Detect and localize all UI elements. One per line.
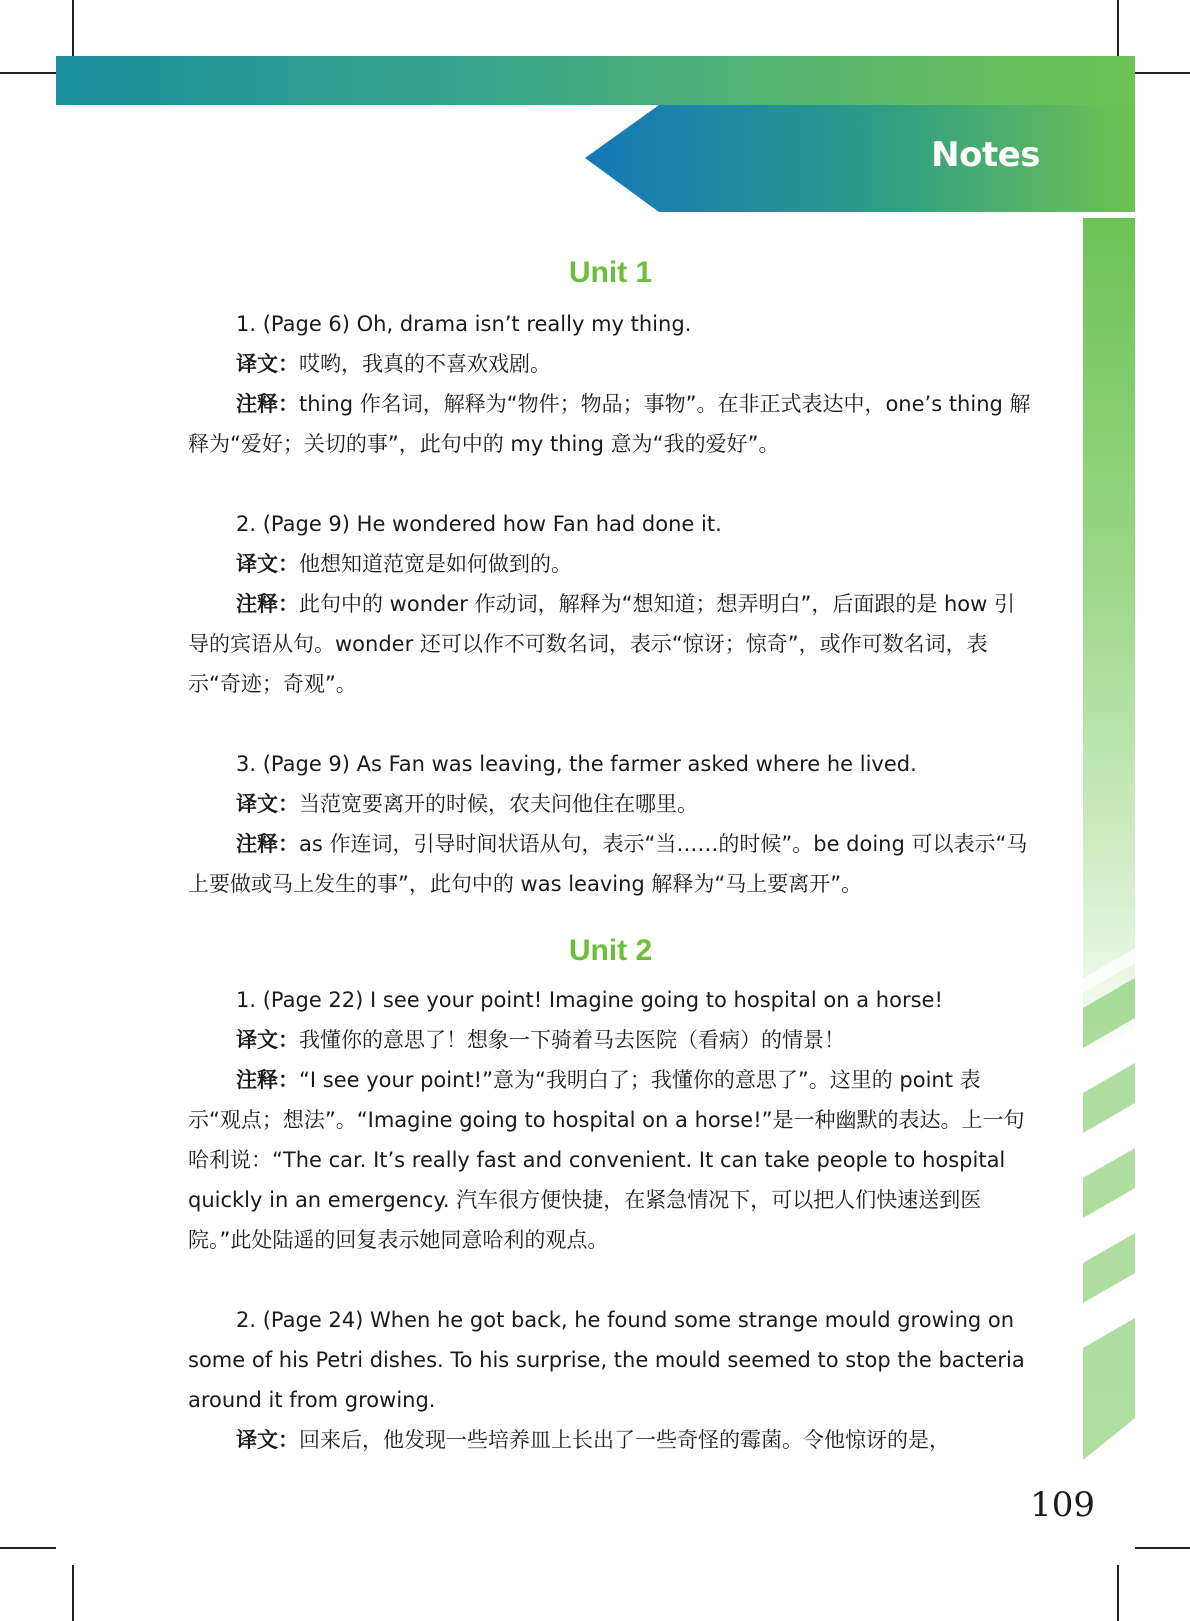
unit-heading: Unit 1 — [568, 256, 653, 289]
note-text: “I see your point!”意为“我明白了；我懂你的意思了”。这里的 point 表示“观点；想法”。“Imagine going to hospital on a horse!”是一种幽默的表达。上一句哈利说：“The car. It’s really fast and convenient. It can take people to hospital quickly in an emergency. 汽车很方便快捷，在紧急情况下，可以把人们快速送到医院。”此处陆遥的回复表示她同意哈利的观点。 — [188, 1068, 1025, 1252]
crop-mark-bottom-right-h — [1135, 1547, 1190, 1549]
crop-mark-top-left-v — [72, 0, 74, 56]
note-sentence: 1. (Page 6) Oh, drama isn’t really my thing. — [236, 312, 692, 336]
note-label: 注释： — [236, 832, 299, 856]
note-sentence: 1. (Page 22) I see your point! Imagine going to hospital on a horse! — [236, 988, 943, 1012]
note-translation — [188, 344, 1033, 384]
crop-mark-bottom-left-h — [0, 1547, 56, 1549]
translation-label: 译文： — [236, 552, 299, 576]
note-translation — [188, 1020, 1033, 1060]
notes-content — [188, 250, 1033, 1460]
translation-label: 译文： — [236, 792, 299, 816]
note-explanation — [188, 824, 1033, 904]
note-explanation — [188, 1060, 1033, 1260]
header-band — [56, 56, 1135, 105]
note-text: as 作连词，引导时间状语从句，表示“当……的时候”。be doing 可以表示“马上要做或马上发生的事”，此句中的 was leaving 解释为“马上要离开”。 — [188, 832, 1028, 896]
banner-arrow-shape — [585, 105, 1135, 212]
note-translation — [188, 1420, 1033, 1460]
translation-text: 我懂你的意思了！想象一下骑着马去医院（看病）的情景！ — [299, 1028, 845, 1052]
crop-mark-top-right-v — [1117, 0, 1119, 56]
crop-mark-top-left-h — [0, 72, 56, 74]
translation-text: 哎哟，我真的不喜欢戏剧。 — [299, 352, 551, 376]
note-explanation — [188, 384, 1033, 464]
page-number: 109 — [1030, 1485, 1095, 1525]
crop-mark-bottom-right-v — [1117, 1565, 1119, 1621]
note-text: thing 作名词，解释为“物件；物品；事物”。在非正式表达中，one’s thing 解释为“爱好；关切的事”，此句中的 my thing 意为“我的爱好”。 — [188, 392, 1031, 456]
translation-text: 当范宽要离开的时候，农夫问他住在哪里。 — [299, 792, 698, 816]
unit-heading: Unit 2 — [568, 934, 653, 967]
crop-mark-top-right-h — [1135, 72, 1190, 74]
note-explanation — [188, 584, 1033, 704]
crop-mark-bottom-left-v — [72, 1565, 74, 1621]
note-sentence: 3. (Page 9) As Fan was leaving, the farmer asked where he lived. — [236, 752, 917, 776]
note-text: 此句中的 wonder 作动词，解释为“想知道；想弄明白”，后面跟的是 how 引导的宾语从句。wonder 还可以作不可数名词，表示“惊讶；惊奇”，或作可数名词，表示“奇迹；奇观”。 — [188, 592, 1016, 696]
translation-label: 译文： — [236, 1028, 299, 1052]
note-sentence: 2. (Page 9) He wondered how Fan had done it. — [236, 512, 722, 536]
side-diagonal-stripes — [1083, 218, 1135, 1460]
translation-text: 他想知道范宽是如何做到的。 — [299, 552, 572, 576]
notes-banner — [585, 105, 1135, 212]
note-translation — [188, 784, 1033, 824]
note-label: 注释： — [236, 1068, 299, 1092]
note-sentence: 2. (Page 24) When he got back, he found some strange mould growing on some of his Petri dishes. To his surprise, the mould seemed to stop the bacteria around it from growing. — [188, 1308, 1025, 1412]
note-label: 注释： — [236, 592, 299, 616]
translation-label: 译文： — [236, 1428, 299, 1452]
translation-label: 译文： — [236, 352, 299, 376]
page-title: Notes — [931, 135, 1040, 175]
note-translation — [188, 544, 1033, 584]
note-label: 注释： — [236, 392, 299, 416]
translation-text: 回来后，他发现一些培养皿上长出了一些奇怪的霉菌。令他惊讶的是， — [299, 1428, 950, 1452]
